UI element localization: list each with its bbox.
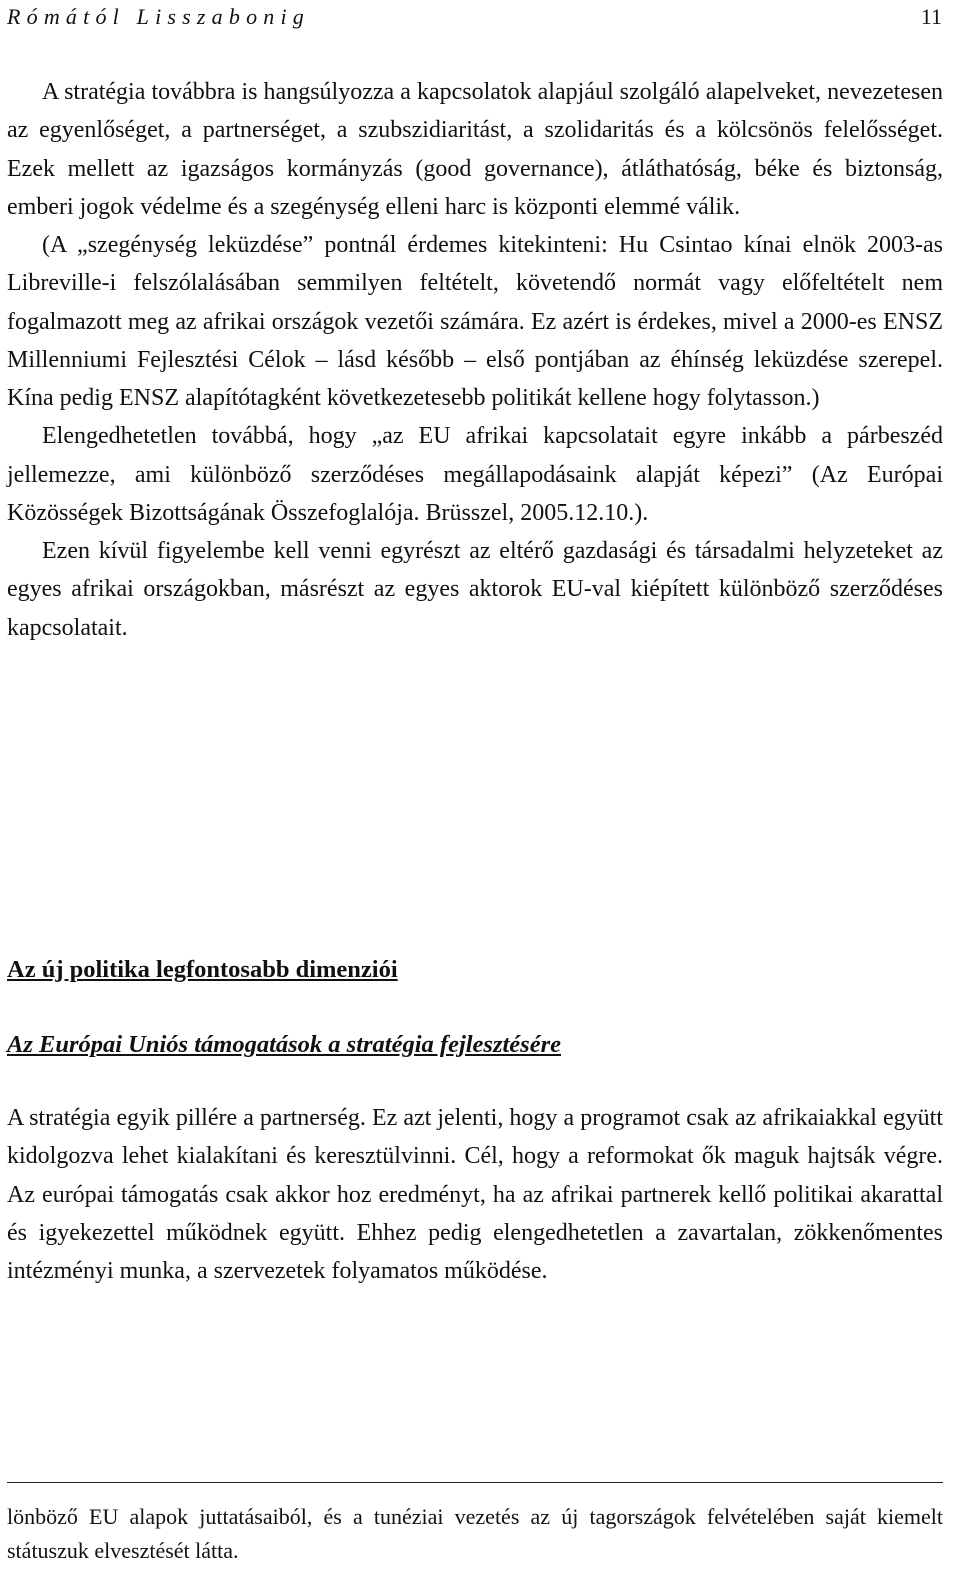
page-number: 11 [920, 4, 942, 29]
paragraph-dialogue: Elengedhetetlen továbbá, hogy „az EU afrikai kapcsolatait egyre inkább a párbeszéd jellemezze, ami különböző szerződéses megállapodásaink alapját képezi” (Az Európai Közösségek Bizottságának Összefoglalója. Brüsszel, 2005.12.10.). [7, 423, 943, 526]
paragraph-principles: A stratégia továbbra is hangsúlyozza a kapcsolatok alapjául szolgáló alapelveket, nevezetesen az egyenlőséget, a partnerséget, a szubszidiaritást, a szolidaritás és a kölcsönös felelősséget. Ezek mellett az igazságos kormányzás (good governance), átláthatóság, béke és biztonság, emberi jogok védelme és a szegénység elleni harc is központi elemmé válik. [7, 79, 943, 220]
paragraph-poverty-aside: (A „szegénység leküzdése” pontnál érdemes kitekinteni: Hu Csintao kínai elnök 2003-as Libreville-i felszólalásában semmilyen feltételt, követendő normát vagy előfeltételt nem fogalmazott meg az afrikai országok vezetői számára. Ez azért is érdekes, mivel a 2000-es ENSZ Millenniumi Fejlesztési Célok – lásd később – első pontjában az éhínség leküzdése szerepel. Kína pedig ENSZ alapítótagként következetesebb politikát kellene hogy folytasson.) [7, 232, 943, 411]
running-title: Rómától Lisszabonig [7, 4, 310, 29]
paragraph-partnership: A stratégia egyik pillére a partnerség. Ez azt jelenti, hogy a programot csak az afrikaiakkal együtt kidolgozva lehet kialakítani és keresztülvinni. Cél, hogy a reformokat ők maguk hajtsák végre. Az európai támogatás csak akkor hoz eredményt, ha az afrikai partnerek kellő politikai akarattal és igyekezettel működnek együtt. Ehhez pedig elengedhetetlen a zavartalan, zökkenőmentes intézményi munka, a szervezetek folyamatos működése. [7, 1105, 943, 1284]
section-subheading: Az Európai Uniós támogatások a stratégia fejlesztésére [7, 1031, 562, 1058]
section-heading: Az új politika legfontosabb dimenziói [7, 956, 398, 983]
body-text-block-1 [7, 73, 943, 647]
footnote-text: lönböző EU alapok juttatásaiból, és a tunéziai vezetés az új tagországok felvételében saját kiemelt státuszuk elvesztését látta. [7, 1504, 943, 1563]
footnote-divider [7, 1482, 943, 1483]
paragraph-situations: Ezen kívül figyelembe kell venni egyrészt az eltérő gazdasági és társadalmi helyzeteket az egyes afrikai országokban, másrészt az egyes aktorok EU-val kiépített különböző szerződéses kapcsolatait. [7, 538, 943, 641]
running-header [7, 2, 942, 32]
body-text-block-2 [7, 1099, 943, 1290]
